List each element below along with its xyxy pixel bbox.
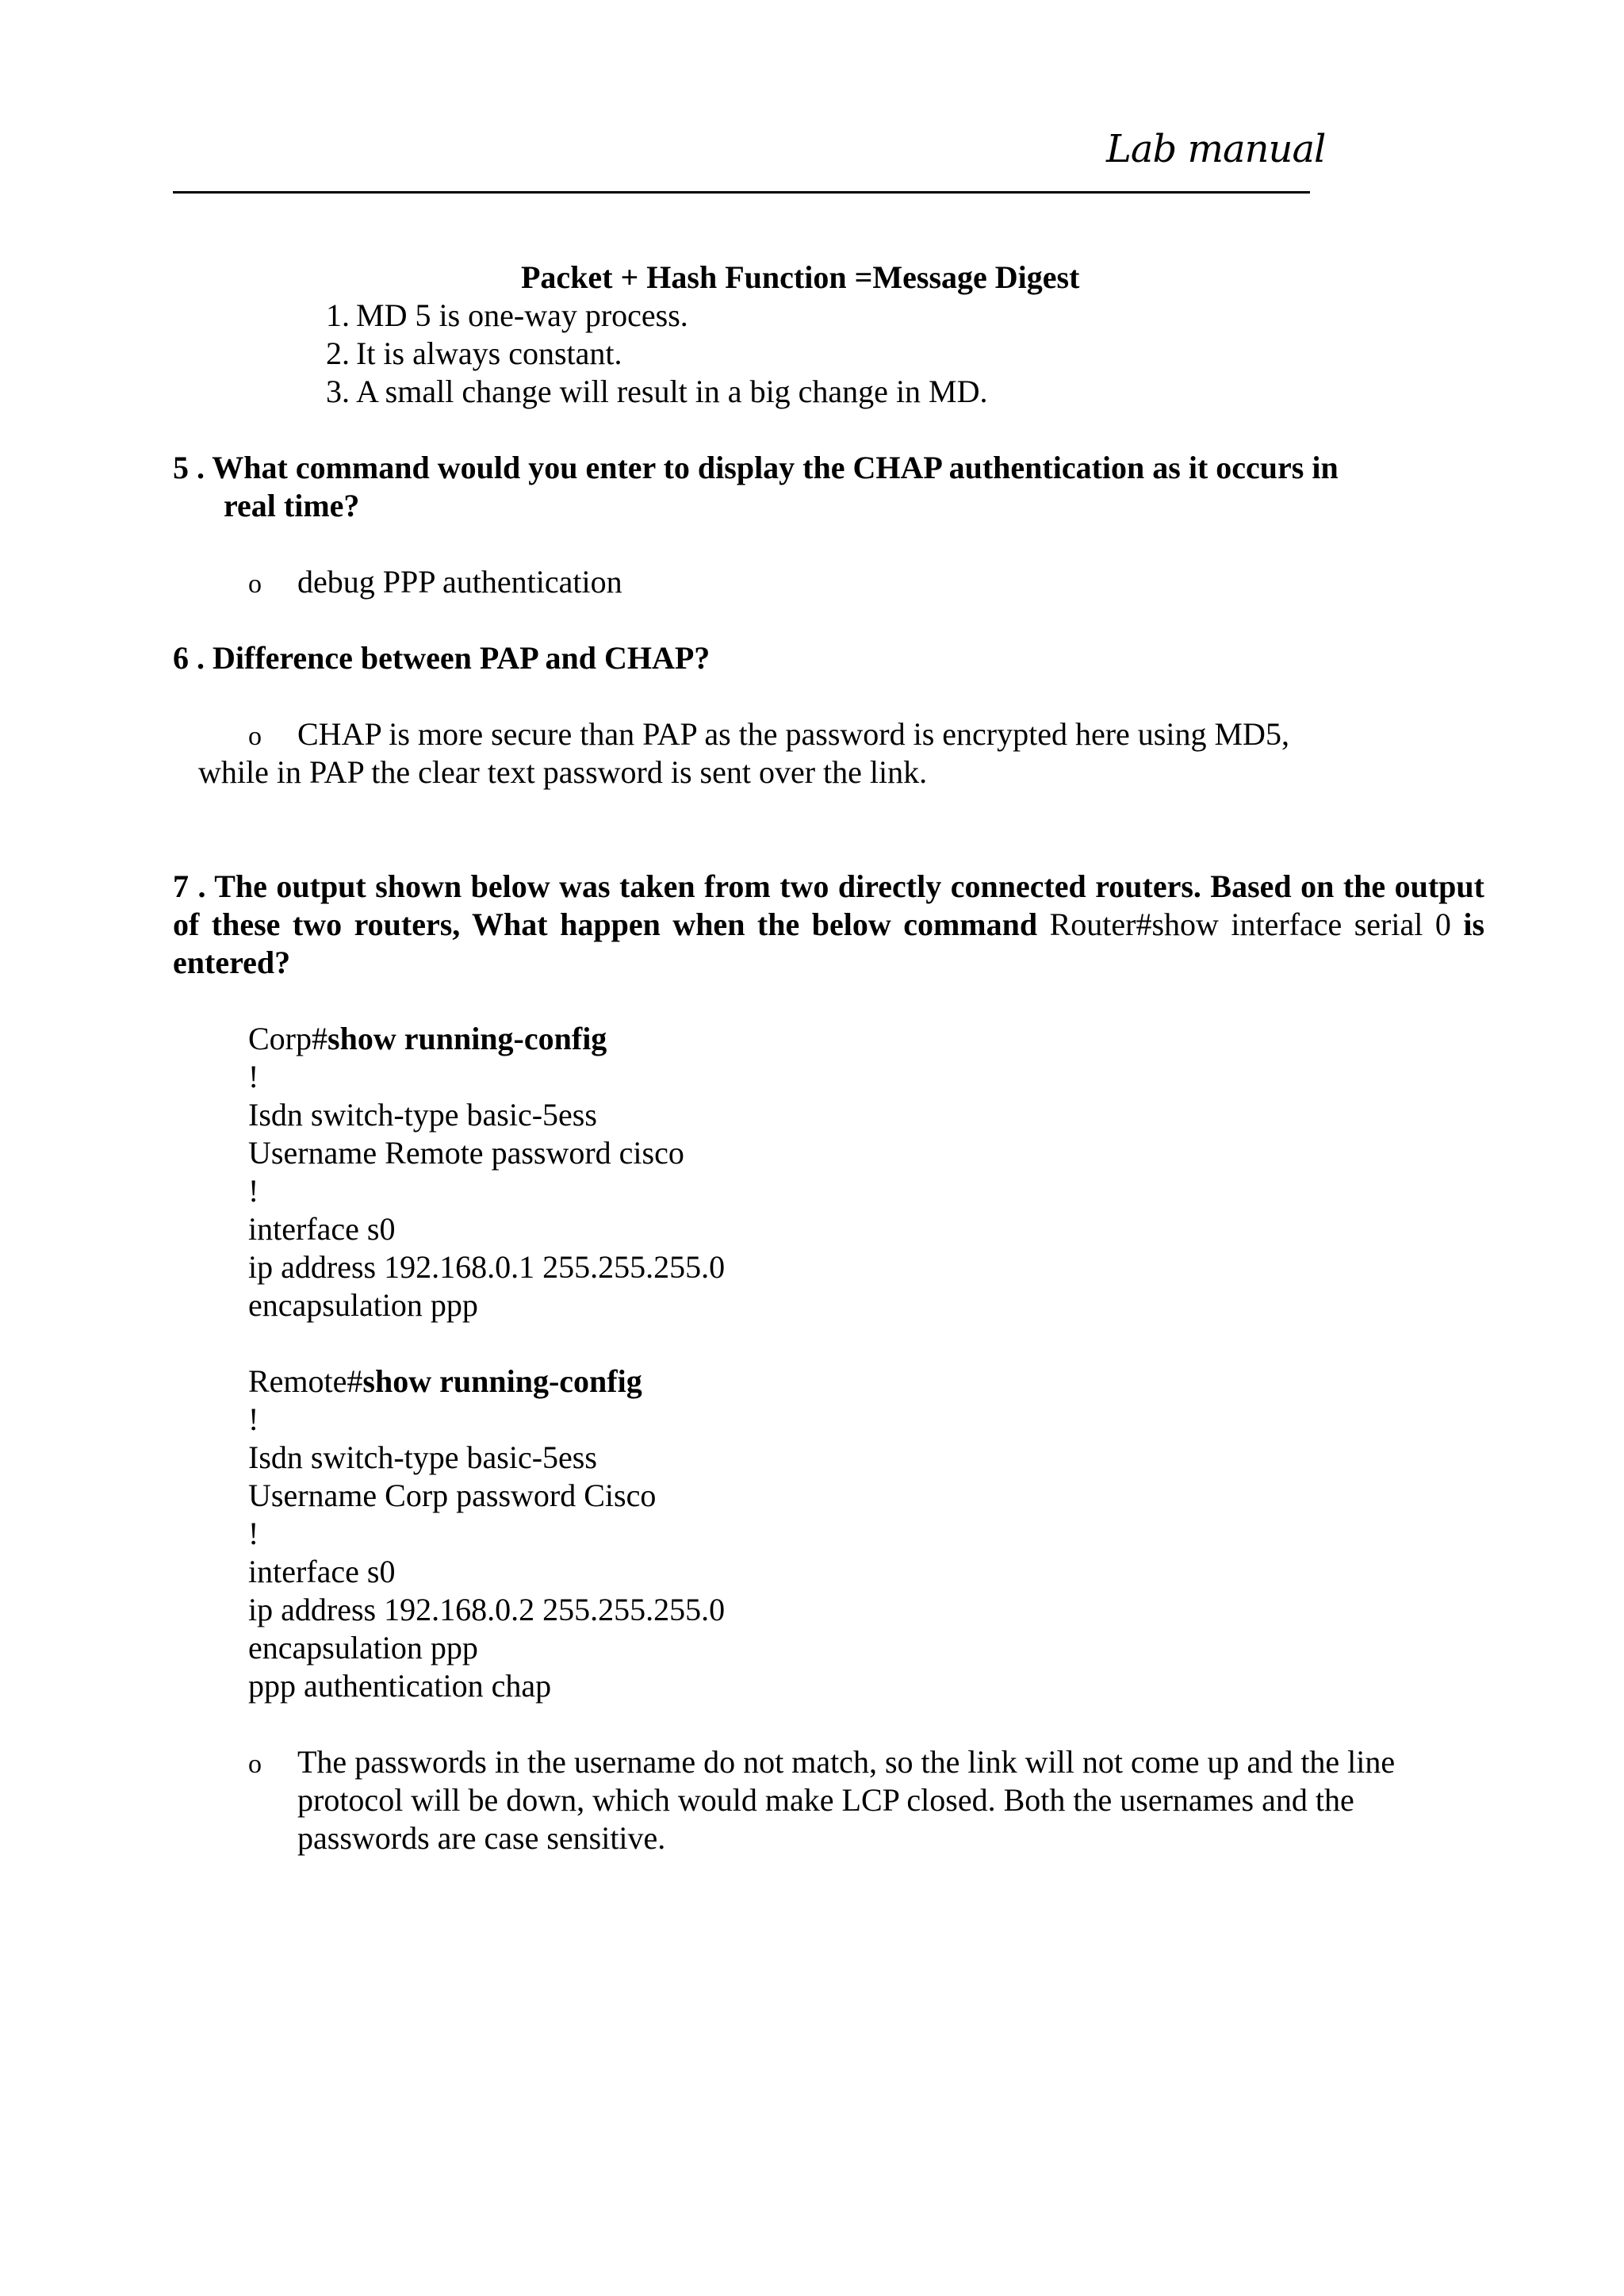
config-line: interface s0	[248, 1211, 396, 1247]
config-line: Isdn switch-type basic-5ess	[248, 1097, 597, 1133]
q7-answer-line3: passwords are case sensitive.	[297, 1820, 666, 1856]
bullet-icon: o	[248, 1750, 262, 1779]
header-title: Lab manual	[1106, 127, 1326, 171]
config-line: !	[248, 1401, 259, 1437]
config-line: Username Remote password cisco	[248, 1135, 684, 1171]
q7-question-command: Router#show interface serial 0	[1049, 907, 1451, 942]
digest-item-number: 2.	[326, 335, 350, 371]
digest-item-number: 1.	[326, 297, 350, 333]
q5-question-line2: real time?	[224, 488, 360, 523]
remote-prompt: Remote#	[248, 1363, 363, 1399]
bullet-icon: o	[248, 569, 262, 599]
q7-question	[173, 868, 1484, 982]
digest-item	[302, 373, 988, 411]
config-line: interface s0	[248, 1554, 396, 1589]
remote-config-command	[248, 1363, 642, 1401]
config-line: Isdn switch-type basic-5ess	[248, 1439, 597, 1475]
corp-config-command	[248, 1020, 607, 1058]
config-line: ppp authentication chap	[248, 1668, 552, 1704]
bullet-icon: o	[248, 722, 262, 751]
q7-question-end: is entered?	[173, 907, 1485, 980]
remote-command: show running-config	[362, 1363, 642, 1399]
config-line: encapsulation ppp	[248, 1287, 478, 1323]
q7-question-bold: 7 . The output shown below was taken from two directly connected routers. Based on the output of these two routers, What happen when the below command	[173, 868, 1484, 942]
config-line: encapsulation ppp	[248, 1630, 478, 1665]
digest-item	[302, 335, 622, 373]
digest-heading: Packet + Hash Function =Message Digest	[521, 259, 1080, 295]
corp-prompt: Corp#	[248, 1021, 327, 1056]
config-line: ip address 192.168.0.1 255.255.255.0	[248, 1249, 726, 1285]
digest-item-text: It is always constant.	[356, 335, 622, 371]
q7-answer-line1	[248, 1743, 1395, 1784]
q6-answer-line2: while in PAP the clear text password is sent over the link.	[198, 754, 928, 790]
digest-item-text: A small change will result in a big change in MD.	[356, 374, 988, 409]
q7-answer-line2: protocol will be down, which would make LCP closed. Both the usernames and the	[297, 1782, 1354, 1818]
q7-answer-text: The passwords in the username do not match, so the link will not come up and the line	[297, 1744, 1396, 1780]
q6-answer-line1	[248, 715, 1289, 756]
config-line: ip address 192.168.0.2 255.255.255.0	[248, 1592, 726, 1627]
config-line: !	[248, 1059, 259, 1094]
header-rule	[173, 191, 1310, 194]
q5-answer-text: debug PPP authentication	[297, 564, 622, 600]
q6-answer-text: CHAP is more secure than PAP as the password is encrypted here using MD5,	[297, 716, 1289, 752]
q5-answer	[248, 563, 622, 604]
q6-question: 6 . Difference between PAP and CHAP?	[173, 640, 710, 676]
config-line: !	[248, 1516, 259, 1551]
digest-item	[302, 297, 688, 335]
config-line: Username Corp password Cisco	[248, 1478, 657, 1513]
q5-question-line1: 5 . What command would you enter to display the CHAP authentication as it occurs in	[173, 450, 1339, 485]
corp-command: show running-config	[327, 1021, 607, 1056]
digest-item-number: 3.	[326, 374, 350, 409]
digest-item-text: MD 5 is one-way process.	[356, 297, 688, 333]
config-line: !	[248, 1173, 259, 1209]
